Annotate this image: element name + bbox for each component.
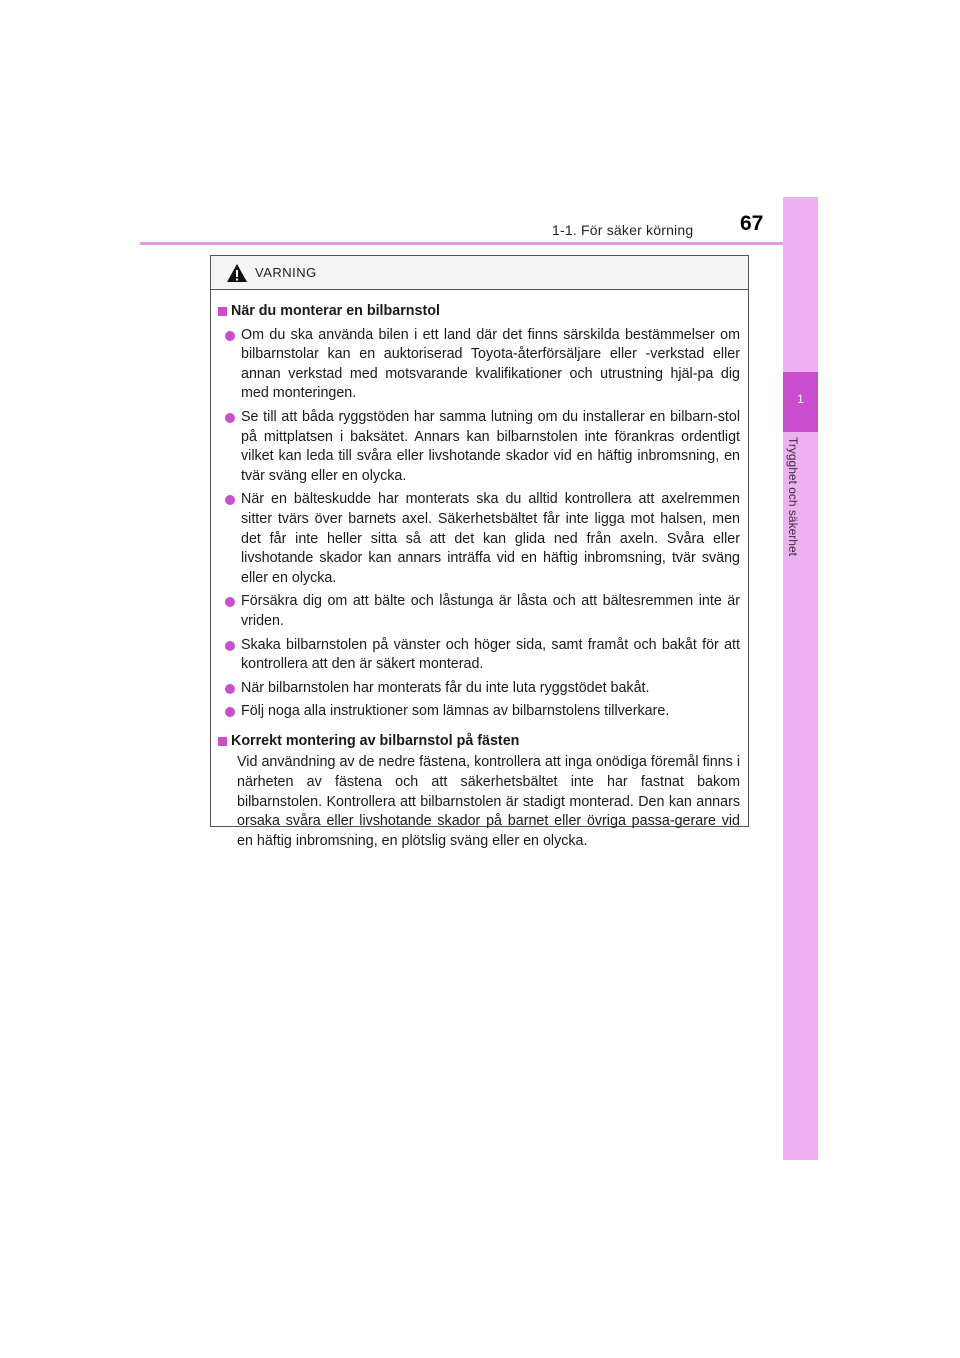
page-number: 67 bbox=[740, 212, 764, 235]
list-item-text: När bilbarnstolen har monterats får du inte luta ryggstödet bakåt. bbox=[241, 679, 650, 696]
section-heading-text: När du monterar en bilbarnstol bbox=[231, 303, 440, 319]
list-item bbox=[218, 592, 740, 631]
list-item-text: När en bälteskudde har monterats ska du alltid kontrollera att axelremmen sitter tvärs över barnets axel. Säkerhetsbältet får inte ligga mot halsen, men det får inte heller sitta så att det kan glida ned från axeln. Svåra eller livshotande skador kan annars inträffa vid en häftig inbromsning, tvär sväng eller en olycka. bbox=[241, 491, 740, 586]
bullet-dot-icon bbox=[225, 597, 235, 607]
chapter-number: 1 bbox=[797, 392, 804, 406]
spacer bbox=[218, 722, 740, 730]
warning-label: VARNING bbox=[255, 265, 317, 280]
list-item bbox=[218, 679, 740, 699]
list-item-text: Om du ska använda bilen i ett land där det finns särskilda bestämmelser om bilbarnstolar kan en auktoriserad Toyota-återförsäljare eller -verkstad eller annan verkstad med motsvarande kvalifikationer och utrustning hjäl-pa dig med monteringen. bbox=[241, 326, 740, 402]
chapter-title: Trygghet och säkerhet bbox=[786, 437, 800, 556]
bullet-dot-icon bbox=[225, 684, 235, 694]
section-heading-anchors bbox=[218, 732, 740, 752]
list-item-text: Se till att båda ryggstöden har samma lutning om du installerar en bilbarn-stol på mittplatsen i baksätet. Annars kan bilbarnstolen inte förankras ordentligt vilket kan leda till svåra eller livshotande skador vid en häftig inbromsning, en tvär sväng eller en olycka. bbox=[241, 408, 740, 484]
bullet-dot-icon bbox=[225, 495, 235, 505]
list-item bbox=[218, 326, 740, 404]
section-heading-mounting bbox=[218, 302, 740, 322]
section-paragraph: Vid användning av de nedre fästena, kontrollera att inga onödiga föremål finns i närheten av fästena och att säkerhetsbältet inte har fastnat bakom bilbarnstolen. Kontrollera att bilbarnstolen är stadigt monterad. Den kan annars orsaka svåra eller livshotande skador på barnet eller övriga passa-gerare vid en häftig inbromsning, en plötslig sväng eller en olycka. bbox=[237, 754, 740, 849]
section-heading-text: Korrekt montering av bilbarnstol på fästen bbox=[231, 732, 520, 749]
list-item bbox=[218, 702, 740, 722]
header-rule bbox=[140, 242, 818, 245]
warning-header bbox=[211, 256, 748, 290]
list-item bbox=[218, 408, 740, 486]
list-item-text: Skaka bilbarnstolen på vänster och höger sida, samt framåt och bakåt för att kontrollera att den är säkert monterad. bbox=[241, 636, 740, 673]
list-item-text: Försäkra dig om att bälte och låstunga är låsta och att bältesremmen inte är vriden. bbox=[241, 593, 740, 629]
bullet-dot-icon bbox=[225, 707, 235, 717]
bullet-dot-icon bbox=[225, 641, 235, 651]
section-header: 1-1. För säker körning bbox=[552, 222, 694, 238]
square-bullet-icon bbox=[218, 737, 227, 746]
list-item bbox=[218, 490, 740, 588]
square-bullet-icon bbox=[218, 307, 227, 316]
side-tab bbox=[783, 197, 818, 1160]
list-item-text: Följ noga alla instruktioner som lämnas av bilbarnstolens tillverkare. bbox=[241, 703, 670, 720]
warning-triangle-icon bbox=[226, 263, 248, 283]
bullet-dot-icon bbox=[225, 331, 235, 341]
warning-box bbox=[210, 255, 749, 849]
bullet-dot-icon bbox=[225, 413, 235, 423]
list-item bbox=[218, 636, 740, 675]
warning-body bbox=[211, 290, 748, 851]
